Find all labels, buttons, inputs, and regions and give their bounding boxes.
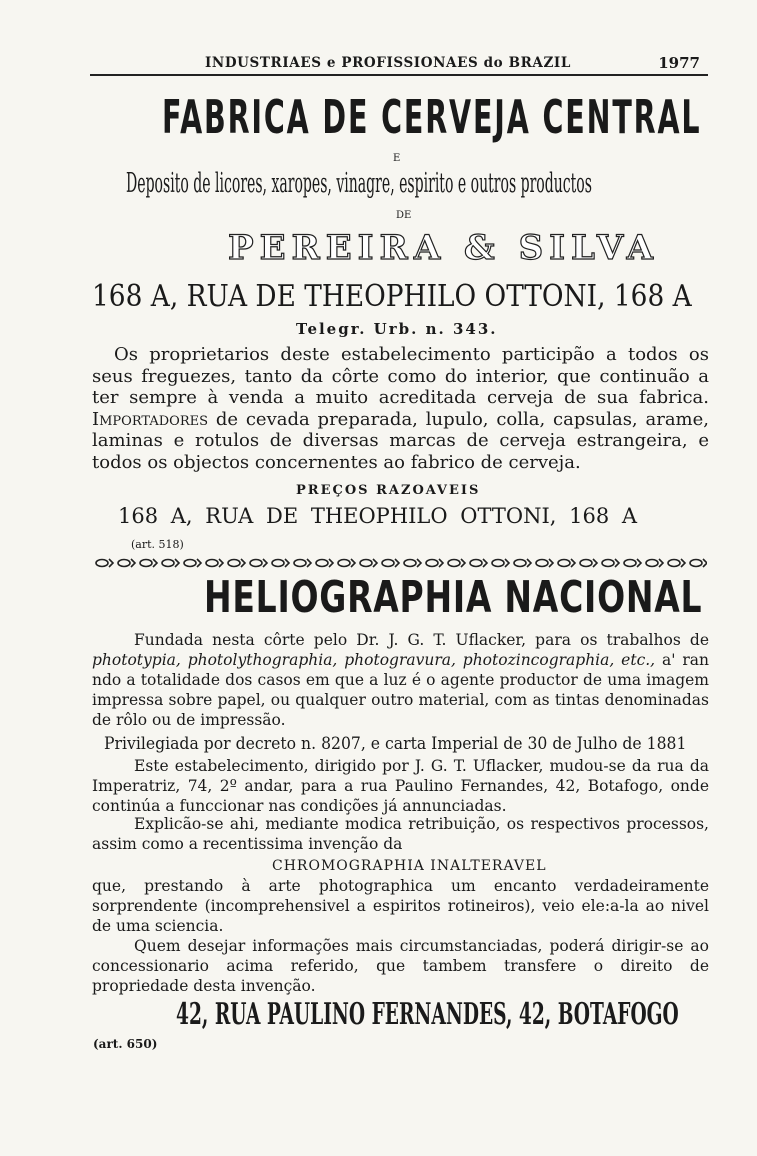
- ad2-chromographia: CHROMOGRAPHIA INALTERAVEL: [272, 858, 547, 874]
- ornamental-divider: [92, 557, 707, 569]
- ad2-paragraph-4: que, prestando à arte photographica um encanto verdadeiramente sorprendente (incomprehensivel a espiritos rotineiros), veio ele:a-la ao nivel de uma sciencia.: [92, 877, 709, 935]
- ad2-techniques: phototypia, photolythographia, photogravura, photozincographia, etc.,: [92, 651, 656, 669]
- ad2-paragraph-1: Fundada nesta côrte pelo Dr. J. G. T. Uflacker, para os trabalhos de phototypia, photolythographia, photogravura, photozincographia, etc., a' ran ndo a totalidade dos casos em que a luz é o agente productor de uma imagem impressa sobre papel, ou qualquer outro material, com as tintas denominadas de rôlo ou de impressão.: [92, 631, 709, 729]
- ad1-prices: PREÇOS RAZOAVEIS: [296, 483, 481, 498]
- ad2-privilege: Privilegiada por decreto n. 8207, e carta Imperial de 30 de Julho de 1881: [104, 734, 687, 754]
- ad1-body: Os proprietarios deste estabelecimento participão a todos os seus freguezes, tanto da côrte como do interior, que continuão a ter sempre à venda a muito acreditada cerveja de sua fabrica. Importadores de cevada preparada, lupulo, colla, capsulas, arame, laminas e rotulos de diversas marcas de cerveja estrangeira, e todos os objectos concernentes ao fabrico de cerveja.: [92, 344, 709, 473]
- ad1-address-2: 168 A, RUA DE THEOPHILO OTTONI, 168 A: [118, 504, 638, 528]
- running-header: [90, 52, 708, 76]
- ad2-paragraph-3: Explicão-se ahi, mediante modica retribuição, os respectivos processos, assim como a recentissima invenção da: [92, 815, 709, 853]
- ad1-importadores: Importadores: [92, 408, 208, 430]
- ad1-telegram: Telegr. Urb. n. 343.: [296, 320, 498, 338]
- ad1-firm-name: PEREIRA & SILVA: [228, 228, 660, 268]
- ad1-conjunction: E: [393, 153, 401, 164]
- ad2-paragraph-2: Este estabelecimento, dirigido por J. G. T. Uflacker, mudou-se da rua da Imperatriz, 74, 2º andar, para a rua Paulino Fernandes, 42, Botafogo, onde continúa a funccionar nas condições já annunciadas.: [92, 757, 709, 815]
- ad1-subtitle: Deposito de licores, xaropes, vinagre, espirito e outros productos: [126, 168, 592, 199]
- ad1-title: FABRICA DE CERVEJA CENTRAL: [162, 90, 702, 144]
- ad1-address: 168 A, RUA DE THEOPHILO OTTONI, 168 A: [92, 279, 692, 314]
- page-number: 1977: [658, 54, 700, 72]
- header-title: INDUSTRIAES e PROFISSIONAES do BRAZIL: [205, 55, 571, 71]
- ad2-title: HELIOGRAPHIA NACIONAL: [204, 572, 703, 623]
- ad1-de: DE: [396, 210, 412, 221]
- ad2-art-ref: (art. 650): [93, 1037, 158, 1051]
- ad1-art-ref: (art. 518): [131, 538, 184, 551]
- ad2-paragraph-5: Quem desejar informações mais circumstanciadas, poderá dirigir-se ao concessionario acima referido, que tambem transfere o direito de propriedade desta invenção.: [92, 937, 709, 995]
- header-rule: [90, 74, 708, 76]
- ad2-address: 42, RUA PAULINO FERNANDES, 42, BOTAFOGO: [176, 997, 679, 1032]
